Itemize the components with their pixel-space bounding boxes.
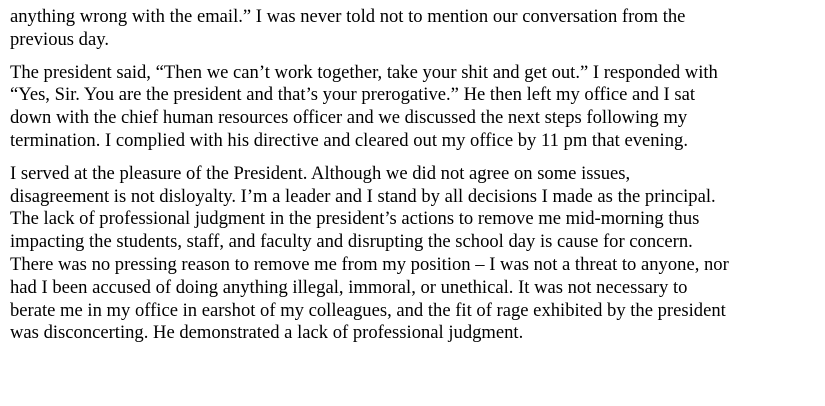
text-line: There was no pressing reason to remove me from my position – I was not a threat to anyone, nor — [10, 253, 729, 275]
text-line: I served at the pleasure of the President. Although we did not agree on some issues, — [10, 162, 631, 184]
text-line: “Yes, Sir. You are the president and that’s your prerogative.” He then left my office and I sat — [10, 84, 696, 106]
text-line: The president said, “Then we can’t work together, take your shit and get out.” I responded with — [10, 61, 718, 83]
paragraph-termination — [10, 62, 822, 153]
document-page — [10, 6, 822, 345]
text-line: was disconcerting. He demonstrated a lack of professional judgment. — [10, 322, 524, 344]
text-line: The lack of professional judgment in the president’s actions to remove me mid-morning thus — [10, 208, 700, 230]
text-line: termination. I complied with his directive and cleared out my office by 11 pm that evening. — [10, 129, 688, 151]
text-line: anything wrong with the email.” I was never told not to mention our conversation from the — [10, 6, 686, 27]
text-line: down with the chief human resources officer and we discussed the next steps following my — [10, 107, 688, 129]
paragraph-spacer — [10, 52, 822, 62]
text-line: previous day. — [10, 28, 109, 50]
paragraph-email-conversation — [10, 6, 822, 52]
text-line: berate me in my office in earshot of my colleagues, and the fit of rage exhibited by the president — [10, 299, 726, 321]
text-line: impacting the students, staff, and faculty and disrupting the school day is cause for concern. — [10, 231, 693, 253]
paragraph-professional-judgment — [10, 163, 822, 345]
text-line: had I been accused of doing anything illegal, immoral, or unethical. It was not necessary to — [10, 276, 688, 298]
paragraph-spacer — [10, 153, 822, 163]
text-line: disagreement is not disloyalty. I’m a leader and I stand by all decisions I made as the principal. — [10, 185, 716, 207]
